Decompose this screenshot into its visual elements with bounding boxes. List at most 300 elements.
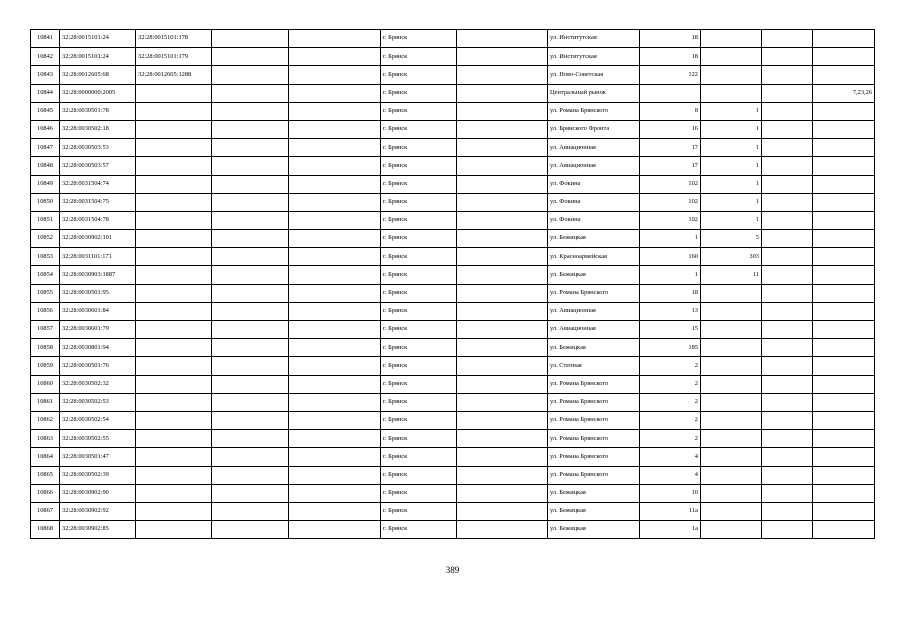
cell-city: г. Брянск xyxy=(381,157,457,175)
cell-cadastral-number: 32:28:0031504:78 xyxy=(60,211,136,229)
cell-city: г. Брянск xyxy=(381,266,457,284)
cell-unit-number: 1 xyxy=(701,211,762,229)
cell-room-numbers xyxy=(813,284,875,302)
cell-empty xyxy=(289,66,381,84)
cell-unit-number xyxy=(701,375,762,393)
cell-cadastral-number: 32:28:0030903:1887 xyxy=(60,266,136,284)
cell-city: г. Брянск xyxy=(381,230,457,248)
cell-empty xyxy=(457,211,548,229)
cell-empty xyxy=(762,175,813,193)
cell-empty xyxy=(457,284,548,302)
table-row xyxy=(31,484,875,502)
cell-empty xyxy=(289,430,381,448)
cell-record-number: 10847 xyxy=(31,139,60,157)
cell-street: ул. Бежицкая xyxy=(548,266,640,284)
cell-empty xyxy=(212,211,289,229)
cell-record-number: 10868 xyxy=(31,521,60,539)
cell-empty xyxy=(762,248,813,266)
cell-city: г. Брянск xyxy=(381,30,457,48)
cell-cadastral-number: 32:28:0030902:85 xyxy=(60,521,136,539)
cell-empty xyxy=(212,302,289,320)
cell-room-numbers xyxy=(813,120,875,138)
cell-empty xyxy=(457,321,548,339)
cell-record-number: 10857 xyxy=(31,321,60,339)
cell-empty xyxy=(762,139,813,157)
cell-house-number: 1 xyxy=(640,266,701,284)
cell-related-cadastral-number xyxy=(136,193,212,211)
cell-record-number: 10849 xyxy=(31,175,60,193)
cell-empty xyxy=(289,521,381,539)
cell-cadastral-number: 32:28:0030502:53 xyxy=(60,393,136,411)
cell-empty xyxy=(457,248,548,266)
cell-empty xyxy=(212,339,289,357)
cell-unit-number xyxy=(701,339,762,357)
cell-empty xyxy=(762,321,813,339)
cell-empty xyxy=(457,139,548,157)
cell-related-cadastral-number xyxy=(136,448,212,466)
cell-house-number: 18 xyxy=(640,30,701,48)
cell-related-cadastral-number xyxy=(136,248,212,266)
cell-house-number: 185 xyxy=(640,339,701,357)
cell-empty xyxy=(762,466,813,484)
cell-house-number: 1 xyxy=(640,230,701,248)
cell-empty xyxy=(762,521,813,539)
cell-record-number: 10865 xyxy=(31,466,60,484)
cell-street: ул. Фокина xyxy=(548,211,640,229)
cell-related-cadastral-number xyxy=(136,266,212,284)
cell-record-number: 10853 xyxy=(31,248,60,266)
cell-street: ул. Степная xyxy=(548,357,640,375)
cell-empty xyxy=(762,266,813,284)
cell-room-numbers xyxy=(813,175,875,193)
cell-empty xyxy=(212,230,289,248)
cell-street: ул. Авиационная xyxy=(548,302,640,320)
cell-cadastral-number: 32:28:0030502:39 xyxy=(60,466,136,484)
cell-empty xyxy=(457,175,548,193)
cell-empty xyxy=(212,430,289,448)
cell-empty xyxy=(762,484,813,502)
table-row xyxy=(31,321,875,339)
cell-house-number: 1а xyxy=(640,521,701,539)
cell-record-number: 10851 xyxy=(31,211,60,229)
cell-related-cadastral-number xyxy=(136,430,212,448)
cell-empty xyxy=(212,157,289,175)
cell-empty xyxy=(289,284,381,302)
table-row xyxy=(31,30,875,48)
cell-empty xyxy=(457,193,548,211)
cell-house-number: 122 xyxy=(640,66,701,84)
cell-house-number: 2 xyxy=(640,411,701,429)
cell-city: г. Брянск xyxy=(381,484,457,502)
cell-empty xyxy=(762,302,813,320)
cell-house-number: 17 xyxy=(640,157,701,175)
cell-empty xyxy=(212,502,289,520)
cell-record-number: 10862 xyxy=(31,411,60,429)
cell-house-number: 13 xyxy=(640,302,701,320)
cell-empty xyxy=(457,302,548,320)
cell-street: ул. Бежицкая xyxy=(548,502,640,520)
cell-related-cadastral-number xyxy=(136,466,212,484)
cell-related-cadastral-number: 32:28:0015101:179 xyxy=(136,48,212,66)
cell-street: ул. Авиационная xyxy=(548,139,640,157)
cell-unit-number xyxy=(701,357,762,375)
cell-record-number: 10846 xyxy=(31,120,60,138)
cell-city: г. Брянск xyxy=(381,139,457,157)
cell-room-numbers xyxy=(813,430,875,448)
cell-empty xyxy=(212,84,289,102)
cell-cadastral-number: 32:28:0030501:95 xyxy=(60,284,136,302)
cell-empty xyxy=(457,266,548,284)
cell-unit-number: 11 xyxy=(701,266,762,284)
cell-related-cadastral-number xyxy=(136,321,212,339)
cell-room-numbers xyxy=(813,321,875,339)
cell-cadastral-number: 32:28:0030601:79 xyxy=(60,321,136,339)
cell-empty xyxy=(289,248,381,266)
cell-house-number: 2 xyxy=(640,430,701,448)
table-row xyxy=(31,120,875,138)
cell-street: ул. Бежицкая xyxy=(548,230,640,248)
cell-street: ул. Романа Брянского xyxy=(548,430,640,448)
table-row xyxy=(31,248,875,266)
cell-street: ул. Институтская xyxy=(548,48,640,66)
cell-empty xyxy=(289,84,381,102)
cell-unit-number xyxy=(701,84,762,102)
cell-unit-number xyxy=(701,48,762,66)
cell-empty xyxy=(212,266,289,284)
cell-street: ул. Институтская xyxy=(548,30,640,48)
cell-related-cadastral-number xyxy=(136,139,212,157)
cell-empty xyxy=(289,120,381,138)
cell-cadastral-number: 32:28:0000000:2005 xyxy=(60,84,136,102)
cell-cadastral-number: 32:28:0030902:101 xyxy=(60,230,136,248)
cell-record-number: 10855 xyxy=(31,284,60,302)
table-row xyxy=(31,339,875,357)
cell-empty xyxy=(762,502,813,520)
cell-city: г. Брянск xyxy=(381,430,457,448)
cell-room-numbers xyxy=(813,139,875,157)
cell-house-number: 2 xyxy=(640,393,701,411)
cell-street: ул. Романа Брянского xyxy=(548,411,640,429)
cell-street: ул. Романа Брянского xyxy=(548,448,640,466)
table-row xyxy=(31,521,875,539)
cell-cadastral-number: 32:28:0030503:57 xyxy=(60,157,136,175)
cell-empty xyxy=(289,339,381,357)
cell-room-numbers xyxy=(813,30,875,48)
cell-house-number: 160 xyxy=(640,248,701,266)
cell-empty xyxy=(289,48,381,66)
cell-record-number: 10848 xyxy=(31,157,60,175)
cell-cadastral-number: 32:28:0012605:68 xyxy=(60,66,136,84)
cell-room-numbers xyxy=(813,357,875,375)
cell-street: ул. Романа Брянского xyxy=(548,102,640,120)
cell-related-cadastral-number xyxy=(136,411,212,429)
table-row xyxy=(31,448,875,466)
cell-record-number: 10852 xyxy=(31,230,60,248)
cell-related-cadastral-number xyxy=(136,393,212,411)
cell-empty xyxy=(457,448,548,466)
cell-cadastral-number: 32:28:0031504:74 xyxy=(60,175,136,193)
cell-empty xyxy=(212,521,289,539)
cell-empty xyxy=(762,339,813,357)
cell-house-number: 11а xyxy=(640,502,701,520)
cell-unit-number xyxy=(701,502,762,520)
cell-empty xyxy=(457,411,548,429)
cell-room-numbers xyxy=(813,502,875,520)
cell-house-number: 16 xyxy=(640,120,701,138)
cell-house-number: 102 xyxy=(640,211,701,229)
cell-empty xyxy=(457,393,548,411)
cell-empty xyxy=(762,448,813,466)
cell-house-number: 18 xyxy=(640,284,701,302)
cell-cadastral-number: 32:28:0030502:54 xyxy=(60,411,136,429)
cell-empty xyxy=(212,66,289,84)
cell-room-numbers xyxy=(813,302,875,320)
cell-record-number: 10854 xyxy=(31,266,60,284)
cell-related-cadastral-number xyxy=(136,284,212,302)
cell-empty xyxy=(289,502,381,520)
cell-street: ул. Романа Брянского xyxy=(548,393,640,411)
cell-city: г. Брянск xyxy=(381,448,457,466)
cell-city: г. Брянск xyxy=(381,521,457,539)
cell-empty xyxy=(289,266,381,284)
cell-empty xyxy=(457,102,548,120)
cell-related-cadastral-number xyxy=(136,357,212,375)
cell-empty xyxy=(212,375,289,393)
cell-room-numbers xyxy=(813,66,875,84)
cell-unit-number xyxy=(701,284,762,302)
cell-empty xyxy=(289,193,381,211)
cell-house-number: 2 xyxy=(640,357,701,375)
cell-empty xyxy=(457,357,548,375)
cell-empty xyxy=(289,357,381,375)
cell-unit-number xyxy=(701,466,762,484)
cell-record-number: 10860 xyxy=(31,375,60,393)
cell-empty xyxy=(457,339,548,357)
cell-empty xyxy=(212,102,289,120)
cell-unit-number xyxy=(701,393,762,411)
cell-empty xyxy=(212,48,289,66)
cell-room-numbers xyxy=(813,266,875,284)
cell-record-number: 10864 xyxy=(31,448,60,466)
cell-street: ул. Фокина xyxy=(548,193,640,211)
cell-empty xyxy=(457,48,548,66)
cell-empty xyxy=(289,157,381,175)
cell-city: г. Брянск xyxy=(381,393,457,411)
cell-empty xyxy=(762,375,813,393)
cell-empty xyxy=(289,393,381,411)
cell-empty xyxy=(212,193,289,211)
cell-unit-number xyxy=(701,321,762,339)
table-row xyxy=(31,266,875,284)
cell-unit-number xyxy=(701,411,762,429)
cell-related-cadastral-number xyxy=(136,484,212,502)
table-row xyxy=(31,102,875,120)
cell-empty xyxy=(289,321,381,339)
cell-record-number: 10856 xyxy=(31,302,60,320)
cell-record-number: 10863 xyxy=(31,430,60,448)
cell-unit-number xyxy=(701,484,762,502)
cell-record-number: 10841 xyxy=(31,30,60,48)
cell-empty xyxy=(762,393,813,411)
cell-room-numbers xyxy=(813,230,875,248)
cell-house-number: 15 xyxy=(640,321,701,339)
cell-house-number: 10 xyxy=(640,484,701,502)
cell-cadastral-number: 32:28:0030501:76 xyxy=(60,357,136,375)
table-row xyxy=(31,411,875,429)
cell-cadastral-number: 32:28:0030502:18 xyxy=(60,120,136,138)
cell-cadastral-number: 32:28:0031504:75 xyxy=(60,193,136,211)
cell-empty xyxy=(762,284,813,302)
cell-empty xyxy=(289,211,381,229)
cell-street: ул. Бежицкая xyxy=(548,484,640,502)
cell-related-cadastral-number xyxy=(136,84,212,102)
cell-unit-number xyxy=(701,30,762,48)
cell-city: г. Брянск xyxy=(381,302,457,320)
cell-record-number: 10850 xyxy=(31,193,60,211)
cell-empty xyxy=(289,102,381,120)
cell-empty xyxy=(457,30,548,48)
table-row xyxy=(31,393,875,411)
cell-cadastral-number: 32:28:0030501:47 xyxy=(60,448,136,466)
cell-street: ул. Красноармейская xyxy=(548,248,640,266)
cell-empty xyxy=(457,521,548,539)
cell-unit-number xyxy=(701,302,762,320)
cell-city: г. Брянск xyxy=(381,321,457,339)
cell-street: ул. Фокина xyxy=(548,175,640,193)
cell-empty xyxy=(289,175,381,193)
cell-empty xyxy=(289,448,381,466)
cell-empty xyxy=(212,393,289,411)
cell-street: ул. Романа Брянского xyxy=(548,466,640,484)
cell-record-number: 10859 xyxy=(31,357,60,375)
cell-unit-number: 1 xyxy=(701,175,762,193)
cell-city: г. Брянск xyxy=(381,193,457,211)
table-row xyxy=(31,48,875,66)
cell-city: г. Брянск xyxy=(381,466,457,484)
cell-empty xyxy=(457,430,548,448)
cell-empty xyxy=(212,357,289,375)
property-register-table xyxy=(30,29,875,539)
cell-unit-number: 1 xyxy=(701,157,762,175)
cell-cadastral-number: 32:28:0030902:92 xyxy=(60,502,136,520)
cell-city: г. Брянск xyxy=(381,84,457,102)
cell-related-cadastral-number: 32:28:0012605:1288 xyxy=(136,66,212,84)
cell-room-numbers xyxy=(813,411,875,429)
cell-street: Центральный рынок xyxy=(548,84,640,102)
cell-empty xyxy=(289,302,381,320)
cell-room-numbers xyxy=(813,484,875,502)
cell-house-number: 17 xyxy=(640,139,701,157)
cell-empty xyxy=(212,284,289,302)
cell-house-number: 2 xyxy=(640,375,701,393)
cell-empty xyxy=(762,30,813,48)
cell-record-number: 10844 xyxy=(31,84,60,102)
cell-empty xyxy=(762,230,813,248)
cell-empty xyxy=(289,230,381,248)
cell-empty xyxy=(289,484,381,502)
cell-room-numbers xyxy=(813,193,875,211)
cell-record-number: 10858 xyxy=(31,339,60,357)
cell-unit-number xyxy=(701,66,762,84)
cell-room-numbers: 7,23,26 xyxy=(813,84,875,102)
table-row xyxy=(31,502,875,520)
cell-unit-number xyxy=(701,448,762,466)
cell-record-number: 10842 xyxy=(31,48,60,66)
cell-unit-number xyxy=(701,430,762,448)
cell-empty xyxy=(762,357,813,375)
cell-house-number: 102 xyxy=(640,193,701,211)
cell-empty xyxy=(457,157,548,175)
table-row xyxy=(31,175,875,193)
cell-unit-number: 1 xyxy=(701,139,762,157)
cell-city: г. Брянск xyxy=(381,175,457,193)
table-row xyxy=(31,430,875,448)
cell-empty xyxy=(762,66,813,84)
cell-city: г. Брянск xyxy=(381,48,457,66)
cell-house-number: 4 xyxy=(640,466,701,484)
cell-empty xyxy=(457,484,548,502)
table-row xyxy=(31,466,875,484)
cell-city: г. Брянск xyxy=(381,102,457,120)
cell-city: г. Брянск xyxy=(381,284,457,302)
cell-street: ул. Бежицкая xyxy=(548,339,640,357)
cell-empty xyxy=(212,120,289,138)
cell-empty xyxy=(762,84,813,102)
cell-unit-number: 303 xyxy=(701,248,762,266)
cell-city: г. Брянск xyxy=(381,357,457,375)
cell-house-number: 102 xyxy=(640,175,701,193)
table-row xyxy=(31,211,875,229)
cell-cadastral-number: 32:28:0030502:32 xyxy=(60,375,136,393)
cell-city: г. Брянск xyxy=(381,339,457,357)
cell-empty xyxy=(457,84,548,102)
cell-related-cadastral-number: 32:28:0015101:178 xyxy=(136,30,212,48)
cell-empty xyxy=(289,30,381,48)
cell-related-cadastral-number xyxy=(136,102,212,120)
cell-empty xyxy=(212,248,289,266)
cell-record-number: 10866 xyxy=(31,484,60,502)
cell-room-numbers xyxy=(813,339,875,357)
cell-street: ул. Авиационная xyxy=(548,157,640,175)
cell-cadastral-number: 32:28:0030801:94 xyxy=(60,339,136,357)
cell-related-cadastral-number xyxy=(136,302,212,320)
cell-room-numbers xyxy=(813,448,875,466)
cell-empty xyxy=(762,157,813,175)
cell-related-cadastral-number xyxy=(136,375,212,393)
table-row xyxy=(31,66,875,84)
table-row xyxy=(31,84,875,102)
table-row xyxy=(31,139,875,157)
table-row xyxy=(31,157,875,175)
cell-city: г. Брянск xyxy=(381,211,457,229)
cell-street: ул. Ново-Советская xyxy=(548,66,640,84)
cell-record-number: 10843 xyxy=(31,66,60,84)
cell-unit-number: 5 xyxy=(701,230,762,248)
cell-record-number: 10845 xyxy=(31,102,60,120)
cell-house-number: 4 xyxy=(640,448,701,466)
cell-cadastral-number: 32:28:0030502:55 xyxy=(60,430,136,448)
cell-room-numbers xyxy=(813,211,875,229)
cell-room-numbers xyxy=(813,48,875,66)
cell-related-cadastral-number xyxy=(136,230,212,248)
cell-empty xyxy=(212,175,289,193)
cell-room-numbers xyxy=(813,248,875,266)
cell-room-numbers xyxy=(813,521,875,539)
cell-related-cadastral-number xyxy=(136,120,212,138)
cell-related-cadastral-number xyxy=(136,502,212,520)
table-body xyxy=(31,30,875,539)
cell-empty xyxy=(212,321,289,339)
